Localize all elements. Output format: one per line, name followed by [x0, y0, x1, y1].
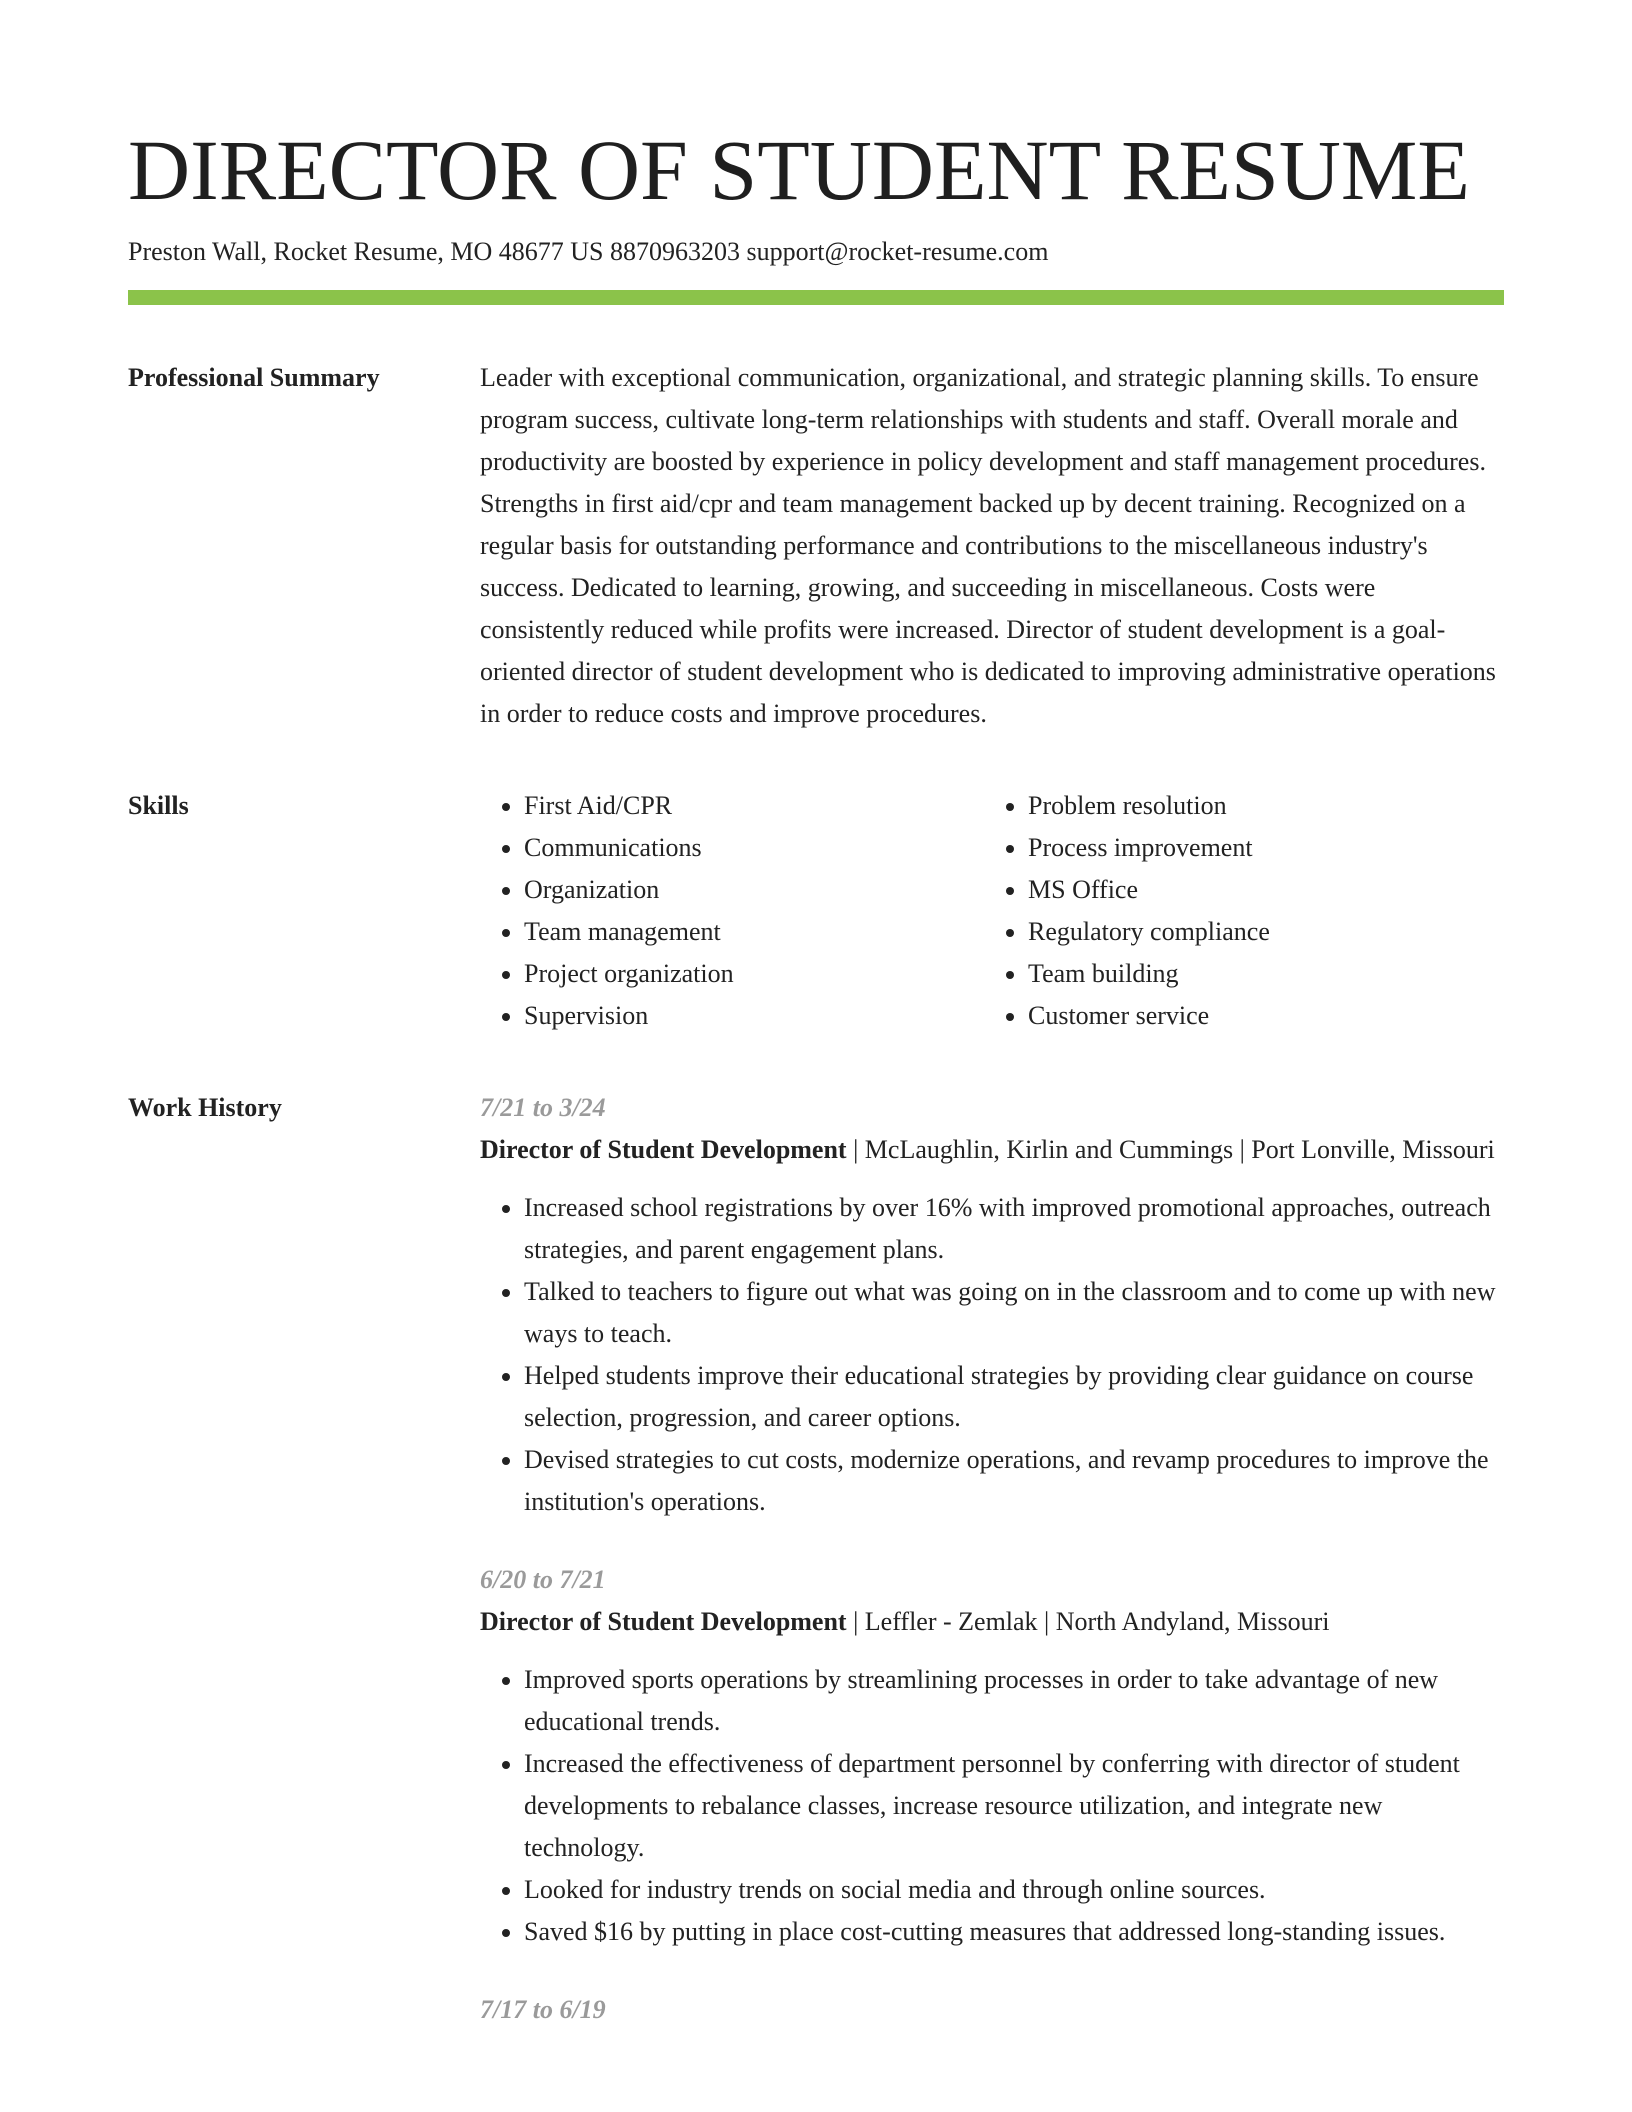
section-label-summary: Professional Summary [128, 363, 380, 392]
job-employer-location: | Leffler - Zemlak | North Andyland, Missouri [846, 1607, 1330, 1636]
job-dates: 7/21 to 3/24 [480, 1093, 606, 1122]
job-title: Director of Student Development [480, 1135, 847, 1164]
skill-item: • Customer service [1028, 995, 1488, 1037]
job-dates: 6/20 to 7/21 [480, 1565, 606, 1594]
skills-section [128, 785, 1504, 1037]
job-entry [480, 1087, 1504, 1523]
skill-item: • Organization [524, 869, 984, 911]
skills-list-left [480, 785, 984, 1037]
summary-body [480, 357, 1504, 735]
skill-item: • MS Office [1028, 869, 1488, 911]
skill-item: • Supervision [524, 995, 984, 1037]
job-entry [480, 1559, 1504, 1953]
job-bullet: • Helped students improve their educational strategies by providing clear guidance on course selection, progression, and career options. [524, 1355, 1504, 1439]
skills-grid [480, 785, 1504, 1037]
section-label-skills: Skills [128, 791, 189, 820]
job-dates: 7/17 to 6/19 [480, 1995, 606, 2024]
resume-title: DIRECTOR OF STUDENT RESUME [128, 122, 1470, 218]
skill-item: • Project organization [524, 953, 984, 995]
summary-text: Leader with exceptional communication, organizational, and strategic planning skills. To ensure program success, cultivate long-term relationships with students and staff. Overall morale and productivity are boosted by experience in policy development and staff management procedures. Strengths in first aid/cpr and team management backed up by decent training. Recognized on a regular basis for outstanding performance and contributions to the miscellaneous industry's success. Dedicated to learning, growing, and succeeding in miscellaneous. Costs were consistently reduced while profits were increased. Director of student development is a goal-oriented director of student development who is dedicated to improving administrative operations in order to reduce costs and improve procedures. [480, 363, 1496, 728]
job-bullets [480, 1659, 1504, 1953]
skill-item: • First Aid/CPR [524, 785, 984, 827]
professional-summary-section [128, 357, 1504, 735]
job-title: Director of Student Development [480, 1607, 847, 1636]
job-header [480, 1129, 1504, 1171]
job-header [480, 1601, 1504, 1643]
contact-line: Preston Wall, Rocket Resume, MO 48677 US 8870963203 support@rocket-resume.com [128, 237, 1049, 266]
job-bullet: • Improved sports operations by streamlining processes in order to take advantage of new educational trends. [524, 1659, 1504, 1743]
work-history-section [128, 1087, 1504, 2067]
resume-page [128, 118, 1504, 2067]
skill-item: • Regulatory compliance [1028, 911, 1488, 953]
job-bullet: • Devised strategies to cut costs, modernize operations, and revamp procedures to improve the institution's operations. [524, 1439, 1504, 1523]
job-bullet: • Increased school registrations by over 16% with improved promotional approaches, outreach strategies, and parent engagement plans. [524, 1187, 1504, 1271]
accent-divider [128, 290, 1504, 305]
skills-list-right [984, 785, 1488, 1037]
job-bullets [480, 1187, 1504, 1523]
skill-item: • Problem resolution [1028, 785, 1488, 827]
work-history-body [480, 1087, 1504, 2067]
section-label-work-history: Work History [128, 1093, 282, 1122]
skill-item: • Communications [524, 827, 984, 869]
skill-item: • Team management [524, 911, 984, 953]
job-bullet: • Increased the effectiveness of department personnel by conferring with director of student developments to rebalance classes, increase resource utilization, and integrate new technology. [524, 1743, 1504, 1869]
skill-item: • Team building [1028, 953, 1488, 995]
job-bullet: • Saved $16 by putting in place cost-cutting measures that addressed long-standing issues. [524, 1911, 1504, 1953]
skill-item: • Process improvement [1028, 827, 1488, 869]
job-bullet: • Talked to teachers to figure out what was going on in the classroom and to come up with new ways to teach. [524, 1271, 1504, 1355]
job-entry [480, 1989, 1504, 2031]
job-bullet: • Looked for industry trends on social media and through online sources. [524, 1869, 1504, 1911]
job-employer-location: | McLaughlin, Kirlin and Cummings | Port Lonville, Missouri [846, 1135, 1495, 1164]
